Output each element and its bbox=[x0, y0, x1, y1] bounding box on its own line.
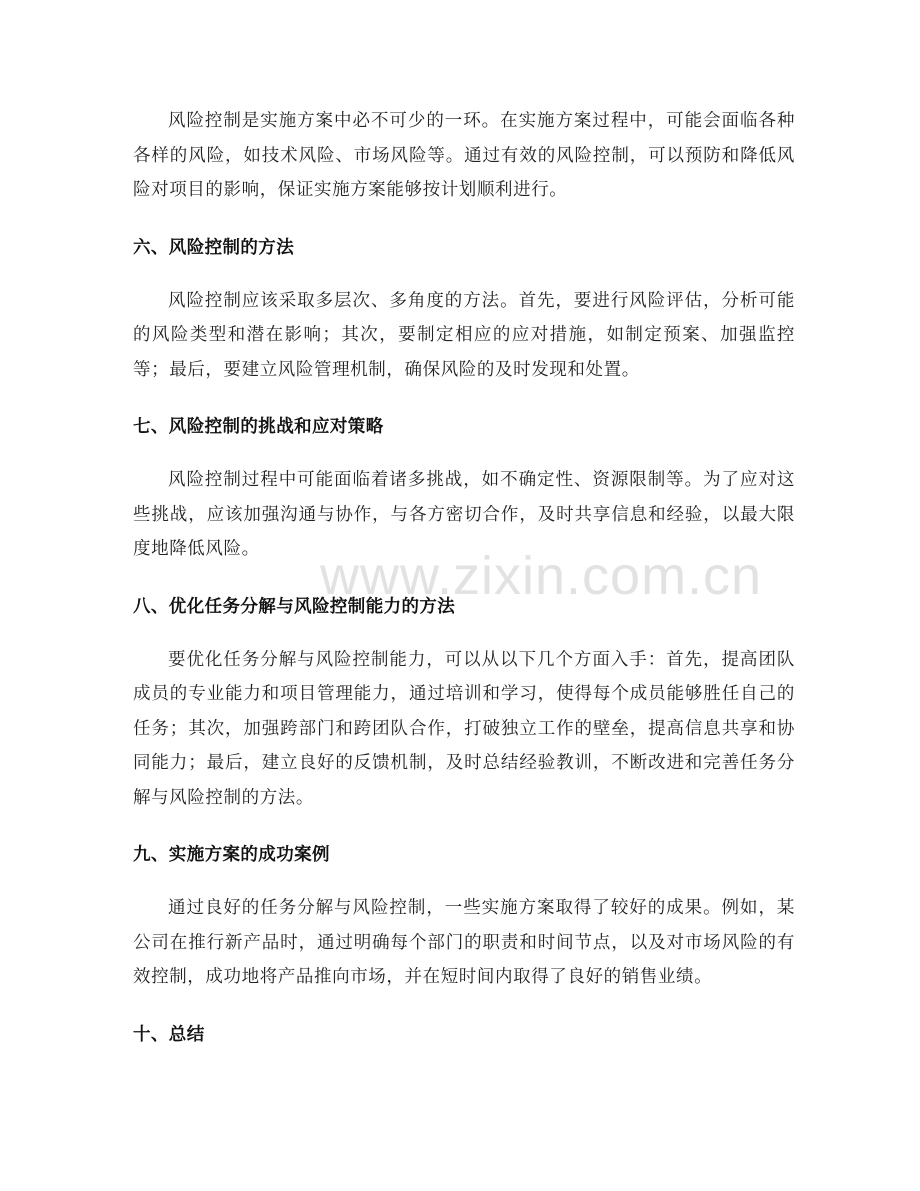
section-heading-9: 九、实施方案的成功案例 bbox=[133, 845, 330, 865]
section-body-8: 要优化任务分解与风险控制能力，可以从以下几个方面入手：首先，提高团队成员的专业能力和项目管理能力，通过培训和学习，使得每个成员能够胜任自己的任务；其次，加强跨部门和跨团队合作，打破独立工作的壁垒，提高信息共享和协同能力；最后，建立良好的反馈机制，及时总结经验教训，不断改进和完善任务分解与风险控制的方法。 bbox=[133, 649, 795, 808]
section-body-9: 通过良好的任务分解与风险控制，一些实施方案取得了较好的成果。例如，某公司在推行新产品时，通过明确每个部门的职责和时间节点，以及对市场风险的有效控制，成功地将产品推向市场，并在短时间内取得了良好的销售业绩。 bbox=[133, 898, 795, 987]
section-heading-6: 六、风险控制的方法 bbox=[133, 237, 295, 258]
watermark-text: www.zixin.com.cn bbox=[320, 546, 763, 606]
section-heading-8: 八、优化任务分解与风险控制能力的方法 bbox=[133, 596, 456, 617]
section-body-6: 风险控制应该采取多层次、多角度的方法。首先，要进行风险评估，分析可能的风险类型和潜在影响；其次，要制定相应的应对措施，如制定预案、加强监控等；最后，要建立风险管理机制，确保风险的及时发现和处置。 bbox=[133, 290, 795, 380]
section-heading-7: 七、风险控制的挑战和应对策略 bbox=[133, 417, 384, 437]
document-body bbox=[133, 104, 795, 1052]
section-body-7: 风险控制过程中可能面临着诸多挑战，如不确定性、资源限制等。为了应对这些挑战，应该加强沟通与协作，与各方密切合作，及时共享信息和经验，以最大限度地降低风险。 bbox=[133, 470, 795, 559]
section-heading-10: 十、总结 bbox=[133, 1024, 205, 1045]
intro-paragraph: 风险控制是实施方案中必不可少的一环。在实施方案过程中，可能会面临各种各样的风险，如技术风险、市场风险等。通过有效的风险控制，可以预防和降低风险对项目的影响，保证实施方案能够按计划顺利进行。 bbox=[133, 111, 795, 200]
